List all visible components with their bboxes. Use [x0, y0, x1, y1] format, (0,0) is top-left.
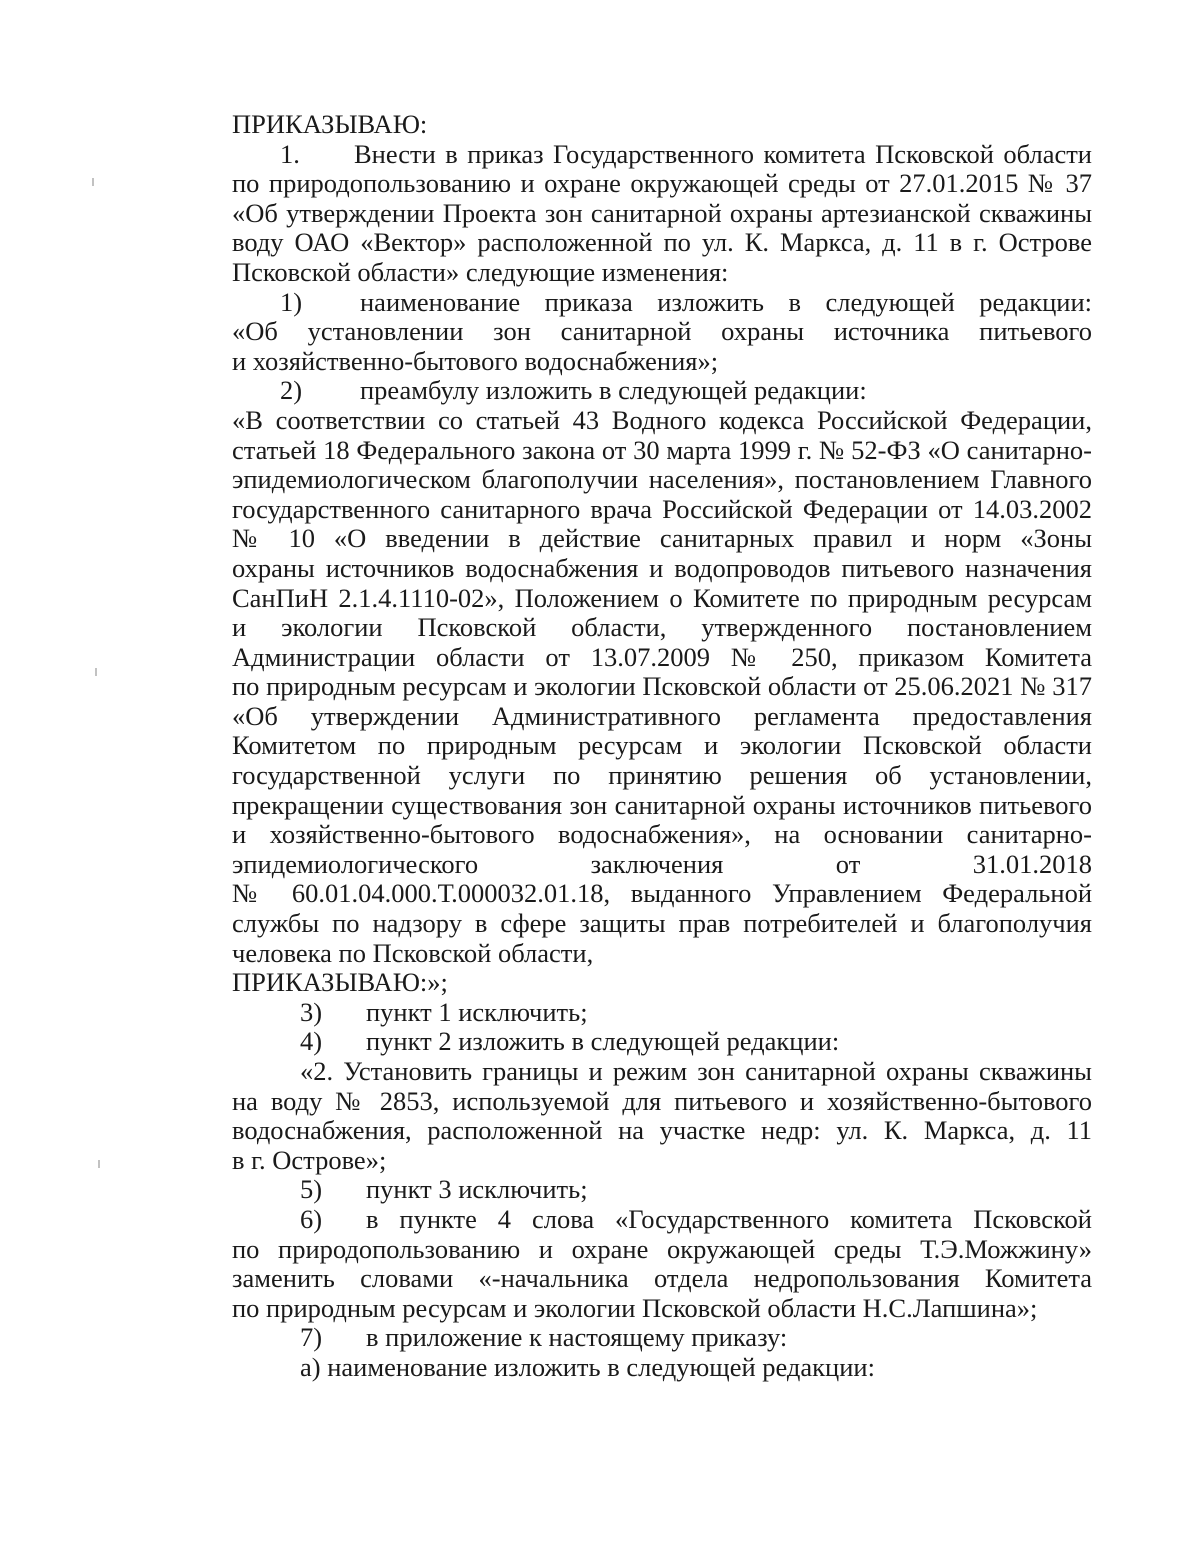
sub6-line: по природопользованию и охране окружающей среды Т.Э.Можжину» [232, 1234, 1092, 1264]
sub4-line: 4) пункт 2 изложить в следующей редакции: [300, 1026, 840, 1057]
scan-speck [92, 178, 94, 186]
preamble-line: статьей 18 Федерального закона от 30 марта 1999 г. № 52-ФЗ «О санитарно- [232, 435, 1092, 465]
sub5-number: 5) [300, 1174, 323, 1205]
item1-number: 1. [280, 139, 300, 169]
preamble-line: Комитетом по природным ресурсам и экологии Псковской области [232, 731, 1092, 761]
sub4-quote-line: в г. Острове»; [232, 1144, 387, 1175]
sub6-number: 6) [300, 1204, 323, 1234]
preamble-line: по природным ресурсам и экологии Псковской области от 25.06.2021 № 317 [232, 672, 1092, 702]
preamble-line: службы по надзору в сфере защиты прав потребителей и благополучия [232, 909, 1092, 939]
preamble-line: и экологии Псковской области, утвержденного постановлением [232, 613, 1092, 643]
preamble-line: человека по Псковской области, [232, 937, 594, 968]
item1-line: воду ОАО «Вектор» расположенной по ул. К. Маркса, д. 11 в г. Острове [232, 228, 1092, 258]
preamble-line: «В соответствии со статьей 43 Водного кодекса Российской Федерации, [232, 405, 1092, 435]
scan-speck [95, 668, 97, 676]
sub2-line: 2) преамбулу изложить в следующей редакции: [280, 375, 867, 406]
preamble-line: государственной услуги по принятию решения об установлении, [232, 761, 1092, 791]
preamble-line: № 10 «О введении в действие санитарных правил и норм «Зоны [232, 524, 1092, 554]
item1-line: по природопользованию и охране окружающей среды от 27.01.2015 № 37 [232, 169, 1092, 199]
sub1-line: и хозяйственно-бытового водоснабжения»; [232, 345, 719, 376]
sub7-number: 7) [300, 1322, 323, 1353]
sub1-line: 1) наименование приказа изложить в следующей редакции: [280, 287, 1092, 317]
sub1-number: 1) [280, 287, 303, 317]
sub4-quote-line: на воду № 2853, используемой для питьевого и хозяйственно-бытового [232, 1086, 1092, 1116]
scan-speck [98, 1160, 100, 1168]
preamble-line: государственного санитарного врача Российской Федерации от 14.03.2002 [232, 494, 1092, 524]
document-body [232, 110, 1092, 1383]
sub6-line: заменить словами «-начальника отдела недропользования Комитета [232, 1264, 1092, 1294]
sub4-quote-line: водоснабжения, расположенной на участке недр: ул. К. Маркса, д. 11 [232, 1116, 1092, 1146]
preamble-line: прекращении существования зон санитарной охраны источников питьевого [232, 790, 1092, 820]
sub7a-line: а) наименование изложить в следующей редакции: [300, 1351, 875, 1382]
sub4-quote-line: «2. Установить границы и режим зон санитарной охраны скважины [300, 1057, 1092, 1086]
sub5-line: 5) пункт 3 исключить; [300, 1174, 588, 1205]
preamble-line: «Об утверждении Административного регламента предоставления [232, 701, 1092, 731]
sub7-line: 7) в приложение к настоящему приказу: [300, 1322, 788, 1353]
preamble-closing: ПРИКАЗЫВАЮ:»; [232, 967, 448, 998]
sub3-number: 3) [300, 996, 323, 1027]
preamble-line: и хозяйственно-бытового водоснабжения», на основании санитарно- [232, 820, 1092, 850]
sub6-line: по природным ресурсам и экологии Псковской области Н.С.Лапшина»; [232, 1292, 1038, 1323]
preamble-line: № 60.01.04.000.Т.000032.01.18, выданного Управлением Федеральной [232, 879, 1092, 909]
sub3-line: 3) пункт 1 исключить; [300, 996, 588, 1027]
item1-line: 1. Внести в приказ Государственного комитета Псковской области [280, 139, 1092, 169]
preamble-line: эпидемиологического заключения от 31.01.2018 [232, 849, 1092, 879]
sub4-number: 4) [300, 1026, 323, 1057]
sub2-number: 2) [280, 375, 303, 406]
preamble-line: Администрации области от 13.07.2009 № 250, приказом Комитета [232, 642, 1092, 672]
order-heading: ПРИКАЗЫВАЮ: [232, 109, 428, 139]
preamble-line: охраны источников водоснабжения и водопроводов питьевого назначения [232, 553, 1092, 583]
item1-line: «Об утверждении Проекта зон санитарной охраны артезианской скважины [232, 198, 1092, 228]
preamble-line: СанПиН 2.1.4.1110-02», Положением о Комитете по природным ресурсам [232, 583, 1092, 613]
sub1-line: «Об установлении зон санитарной охраны источника питьевого [232, 317, 1092, 347]
sub6-line: 6) в пункте 4 слова «Государственного комитета Псковской [300, 1204, 1092, 1234]
item1-line: Псковской области» следующие изменения: [232, 256, 729, 287]
preamble-line: эпидемиологическом благополучии населения», постановлением Главного [232, 465, 1092, 495]
